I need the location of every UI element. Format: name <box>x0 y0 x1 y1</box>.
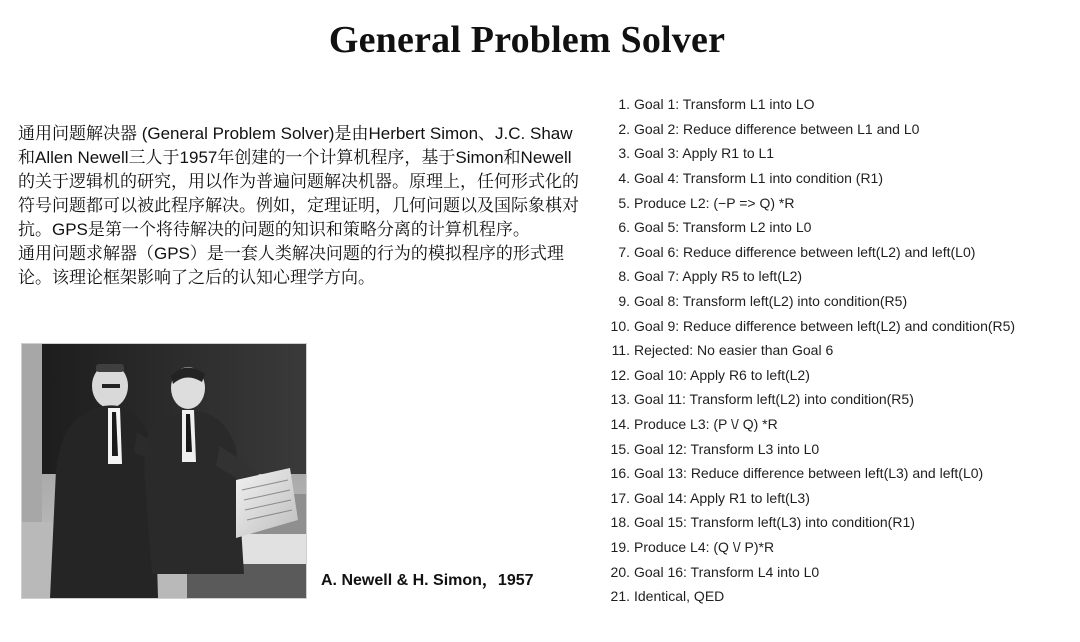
step-number: 21. <box>610 588 630 605</box>
step-number: 7. <box>618 243 630 260</box>
step-item <box>604 510 1070 535</box>
step-text: Goal 2: Reduce difference between L1 and L0 <box>634 120 920 137</box>
step-text: Goal 8: Transform left(L2) into condition(R5) <box>634 293 908 310</box>
step-item <box>604 264 1070 289</box>
step-number: 10. <box>610 317 630 334</box>
solution-steps-list <box>604 92 1070 608</box>
step-item <box>604 436 1070 461</box>
step-text: Goal 3: Apply R1 to L1 <box>634 145 775 162</box>
step-text: Goal 9: Reduce difference between left(L2) and condition(R5) <box>634 317 1016 334</box>
step-text: Goal 1: Transform L1 into LO <box>634 96 815 113</box>
step-number: 12. <box>610 366 630 383</box>
step-number: 3. <box>618 145 630 162</box>
step-text: Goal 16: Transform L4 into L0 <box>634 563 820 580</box>
step-text: Rejected: No easier than Goal 6 <box>634 342 834 359</box>
step-item <box>604 387 1070 412</box>
step-item <box>604 584 1070 609</box>
step-number: 20. <box>610 563 630 580</box>
step-item <box>604 313 1070 338</box>
step-number: 4. <box>618 170 630 187</box>
photo-caption: A. Newell & H. Simon，1957 <box>321 572 534 589</box>
step-number: 15. <box>610 440 630 457</box>
step-text: Goal 7: Apply R5 to left(L2) <box>634 268 803 285</box>
step-number: 14. <box>610 416 630 433</box>
intro-paragraph-1: 通用问题解决器 (General Problem Solver)是由Herbert Simon、J.C. Shaw和Allen Newell三人于1957年创建的一个计算机程序，基于Simon和Newell的关于逻辑机的研究，用以作为普遍问题解决机器。原理上，任何形式化的符号问题都可以被此程序解决。例如，定理证明，几何问题以及国际象棋对抗。GPS是第一个将待解决的问题的知识和策略分离的计算机程序。 <box>18 124 579 239</box>
step-text: Goal 4: Transform L1 into condition (R1) <box>634 170 884 187</box>
step-number: 6. <box>618 219 630 236</box>
step-item <box>604 535 1070 560</box>
intro-text <box>18 122 586 290</box>
step-item <box>604 166 1070 191</box>
step-text: Goal 13: Reduce difference between left(L3) and left(L0) <box>634 465 984 482</box>
intro-paragraph-2: 通用问题求解器（GPS）是一套人类解决问题的行为的模拟程序的形式理论。该理论框架影响了之后的认知心理学方向。 <box>18 244 564 287</box>
step-text: Goal 14: Apply R1 to left(L3) <box>634 489 810 506</box>
step-item <box>604 215 1070 240</box>
step-text: Goal 5: Transform L2 into L0 <box>634 219 812 236</box>
historical-photo <box>22 344 306 598</box>
step-number: 16. <box>610 465 630 482</box>
step-item <box>604 412 1070 437</box>
step-number: 17. <box>610 489 630 506</box>
step-number: 2. <box>618 120 630 137</box>
step-item <box>604 289 1070 314</box>
step-number: 18. <box>610 514 630 531</box>
step-item <box>604 486 1070 511</box>
step-text: Produce L4: (Q \/ P)*R <box>634 538 775 555</box>
step-number: 19. <box>610 538 630 555</box>
step-text: Goal 11: Transform left(L2) into condition(R5) <box>634 391 914 408</box>
step-item <box>604 240 1070 265</box>
step-item <box>604 190 1070 215</box>
step-item <box>604 559 1070 584</box>
step-number: 9. <box>618 293 630 310</box>
step-number: 8. <box>618 268 630 285</box>
step-item <box>604 461 1070 486</box>
step-text: Goal 12: Transform L3 into L0 <box>634 440 820 457</box>
step-text: Goal 6: Reduce difference between left(L2) and left(L0) <box>634 243 976 260</box>
step-text: Produce L3: (P \/ Q) *R <box>634 416 778 433</box>
step-text: Goal 10: Apply R6 to left(L2) <box>634 366 810 383</box>
page-title: General Problem Solver <box>328 19 726 61</box>
step-number: 1. <box>618 96 630 113</box>
step-text: Goal 15: Transform left(L3) into condition(R1) <box>634 514 915 531</box>
step-text: Produce L2: (−P => Q) *R <box>634 194 795 211</box>
step-item <box>604 92 1070 117</box>
step-item <box>604 117 1070 142</box>
step-item <box>604 363 1070 388</box>
step-item <box>604 338 1070 363</box>
step-number: 5. <box>618 194 630 211</box>
step-number: 13. <box>610 391 630 408</box>
photo-illustration <box>22 344 306 598</box>
step-item <box>604 141 1070 166</box>
step-number: 11. <box>611 342 630 359</box>
step-text: Identical, QED <box>634 588 725 605</box>
